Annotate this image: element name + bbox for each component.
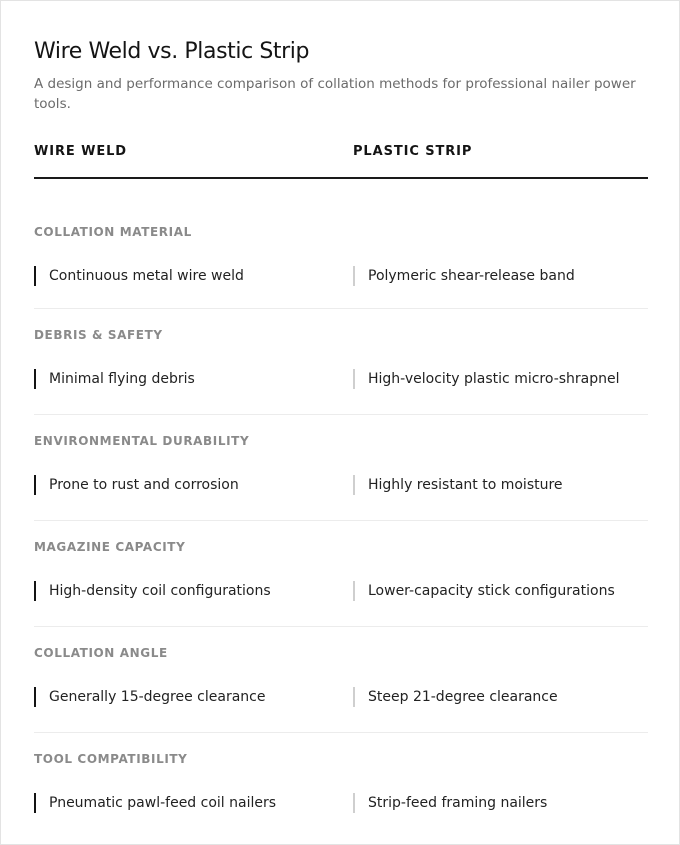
- comparison-content: [34, 37, 648, 838]
- plastic-strip-cell: Polymeric shear-release band: [353, 266, 575, 286]
- plastic-strip-cell: Strip-feed framing nailers: [353, 793, 547, 813]
- wire-weld-cell: Minimal flying debris: [34, 369, 195, 389]
- comparison-row-environmental-durability: [34, 415, 648, 521]
- comparison-row-magazine-capacity: [34, 521, 648, 627]
- row-label: TOOL COMPATIBILITY: [34, 752, 188, 766]
- comparison-rows: [34, 207, 648, 838]
- row-label: COLLATION ANGLE: [34, 646, 168, 660]
- comparison-row-collation-material: [34, 207, 648, 309]
- column-header-wire-weld: WIRE WELD: [34, 144, 127, 159]
- wire-weld-cell: Prone to rust and corrosion: [34, 475, 239, 495]
- column-header-plastic-strip: PLASTIC STRIP: [353, 144, 473, 159]
- row-label: MAGAZINE CAPACITY: [34, 540, 186, 554]
- comparison-row-debris-safety: [34, 309, 648, 415]
- plastic-strip-cell: Highly resistant to moisture: [353, 475, 563, 495]
- wire-weld-cell: Generally 15-degree clearance: [34, 687, 265, 707]
- row-label: COLLATION MATERIAL: [34, 225, 192, 239]
- page-subtitle: A design and performance comparison of collation methods for professional nailer power tools.: [34, 76, 636, 112]
- comparison-row-tool-compatibility: [34, 733, 648, 838]
- wire-weld-cell: Continuous metal wire weld: [34, 266, 244, 286]
- plastic-strip-cell: High-velocity plastic micro-shrapnel: [353, 369, 620, 389]
- page-title: Wire Weld vs. Plastic Strip: [34, 39, 310, 64]
- plastic-strip-cell: Steep 21-degree clearance: [353, 687, 558, 707]
- column-header-row: [34, 144, 648, 179]
- comparison-row-collation-angle: [34, 627, 648, 733]
- wire-weld-cell: Pneumatic pawl-feed coil nailers: [34, 793, 276, 813]
- row-label: DEBRIS & SAFETY: [34, 328, 163, 342]
- row-label: ENVIRONMENTAL DURABILITY: [34, 434, 250, 448]
- plastic-strip-cell: Lower-capacity stick configurations: [353, 581, 615, 601]
- wire-weld-cell: High-density coil configurations: [34, 581, 271, 601]
